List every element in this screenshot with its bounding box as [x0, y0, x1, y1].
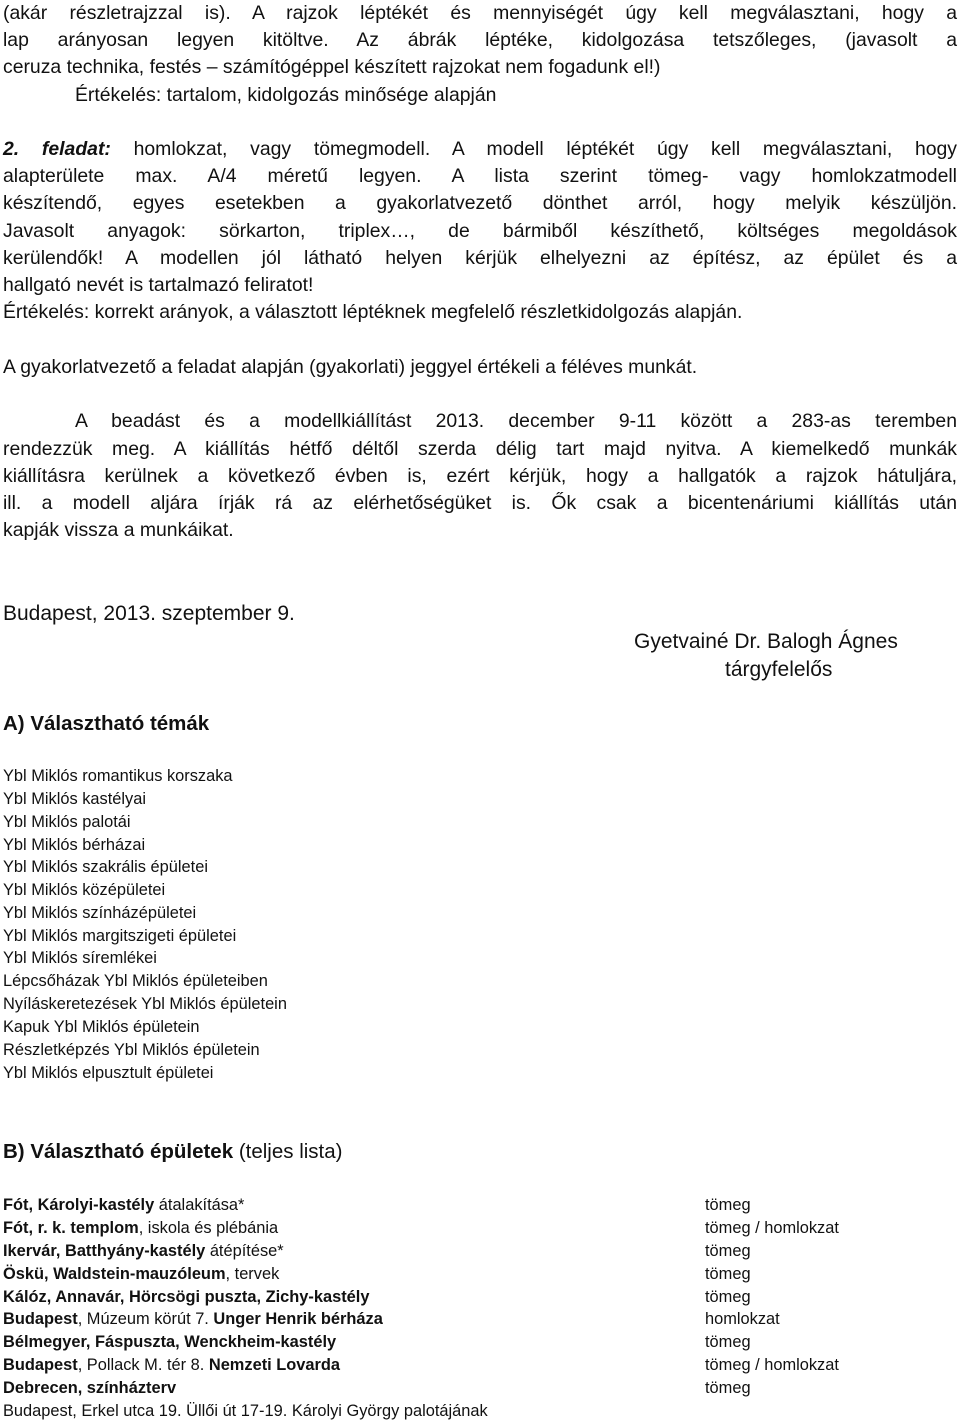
list-item: Kapuk Ybl Miklós épületein [3, 1018, 200, 1036]
table-row: Fót, r. k. templom, iskola és plébánia [3, 1219, 279, 1237]
text-line: lap arányosan legyen kitöltve. Az ábrák léptéke, kidolgozása tetszőleges, (javasolt a [3, 29, 957, 51]
task2-text: homlokzat, vagy tömegmodell. A modell léptékét úgy kell megválasztani, hogy [110, 138, 957, 160]
table-row: Debrecen, színházterv [3, 1379, 177, 1397]
model-type: tömeg [705, 1333, 751, 1351]
list-item: Ybl Miklós palotái [3, 813, 131, 831]
list-item: Lépcsőházak Ybl Miklós épületeiben [3, 972, 268, 990]
model-type: tömeg [705, 1196, 751, 1214]
section-b-heading: B) Választható épületek [3, 1140, 234, 1163]
table-row: Budapest, Erkel utca 19. Üllői út 17-19. Károlyi György palotájának [3, 1402, 488, 1420]
text-line: készítendő, egyes esetekben a gyakorlatvezető dönthet arról, hogy melyik készüljön. [3, 192, 957, 214]
list-item: Ybl Miklós színházépületei [3, 904, 197, 922]
text-line: rendezzük meg. A kiállítás hétfő déltől szerda délig tart majd nyitva. A kiemelkedő munkák [3, 438, 957, 460]
table-row: Öskü, Waldstein-mauzóleum, tervek [3, 1265, 280, 1283]
task2-label: 2. feladat: [3, 138, 111, 160]
text-line: Javasolt anyagok: sörkarton, triplex…, de bármiből készíthető, költséges megoldások [3, 220, 957, 242]
evaluation-line: Értékelés: korrekt arányok, a választott léptéknek megfelelő részletkidolgozás alapján. [3, 301, 743, 323]
table-row: Ikervár, Batthyány-kastély átépítése* [3, 1242, 284, 1260]
text-line: hallgató nevét is tartalmazó feliratot! [3, 274, 314, 296]
grading-line: A gyakorlatvezető a feladat alapján (gyakorlati) jeggyel értékeli a féléves munkát. [3, 356, 698, 378]
section-b-title [3, 1138, 342, 1166]
list-item: Ybl Miklós kastélyai [3, 790, 147, 808]
list-item: Ybl Miklós elpusztult épületei [3, 1064, 214, 1082]
text-line: (akár részletrajzzal is). A rajzok léptékét és mennyiségét úgy kell megválasztani, hogy a [3, 2, 957, 24]
model-type: tömeg / homlokzat [705, 1219, 839, 1237]
task2-line [3, 136, 957, 162]
signature-name: Gyetvainé Dr. Balogh Ágnes [634, 630, 898, 653]
model-type: tömeg / homlokzat [705, 1356, 839, 1374]
model-type: homlokzat [705, 1310, 780, 1328]
table-row: Bélmegyer, Fáspuszta, Wenckheim-kastély [3, 1333, 337, 1351]
list-item: Ybl Miklós középületei [3, 881, 166, 899]
model-type: tömeg [705, 1242, 751, 1260]
list-item: Nyíláskeretezések Ybl Miklós épületein [3, 995, 287, 1013]
evaluation-line: Értékelés: tartalom, kidolgozás minősége alapján [75, 84, 497, 106]
list-item: Ybl Miklós szakrális épületei [3, 858, 208, 876]
place-date: Budapest, 2013. szeptember 9. [3, 602, 295, 625]
text-line: kerülendők! A modellen jól látható helyen kérjük elhelyezni az építész, az épület és a [3, 247, 957, 269]
text-line: alapterülete max. A/4 méretű legyen. A lista szerint tömeg- vagy homlokzatmodell [3, 165, 957, 187]
section-a-title: A) Választható témák [3, 712, 210, 735]
section-b-heading-suffix: (teljes lista) [233, 1140, 343, 1163]
table-row: Budapest, Múzeum körút 7. Unger Henrik bérháza [3, 1310, 383, 1328]
model-type: tömeg [705, 1288, 751, 1306]
table-row: Fót, Károlyi-kastély átalakítása* [3, 1196, 245, 1214]
list-item: Ybl Miklós bérházai [3, 836, 146, 854]
text-line: kapják vissza a munkáikat. [3, 519, 234, 541]
table-row: Kálóz, Annavár, Hörcsögi puszta, Zichy-kastély [3, 1288, 370, 1306]
list-item: Ybl Miklós margitszigeti épületei [3, 927, 237, 945]
text-line: kiállításra kerülnek a következő évben is, ezért kérjük, hogy a hallgatók a rajzok hátuljára, [3, 465, 957, 487]
list-item: Részletképzés Ybl Miklós épületein [3, 1041, 260, 1059]
list-item: Ybl Miklós síremlékei [3, 949, 157, 967]
signature-role: tárgyfelelős [725, 658, 833, 681]
text-line: ceruza technika, festés – számítógéppel készített rajzokat nem fogadunk el!) [3, 56, 661, 78]
model-type: tömeg [705, 1379, 751, 1397]
list-item: Ybl Miklós romantikus korszaka [3, 767, 233, 785]
model-type: tömeg [705, 1265, 751, 1283]
table-row: Budapest, Pollack M. tér 8. Nemzeti Lovarda [3, 1356, 341, 1374]
text-line: A beadást és a modellkiállítást 2013. december 9-11 között a 283-as teremben [75, 410, 957, 432]
text-line: ill. a modell aljára írják rá az elérhetőségüket is. Ők csak a bicentenáriumi kiállítás után [3, 492, 957, 514]
